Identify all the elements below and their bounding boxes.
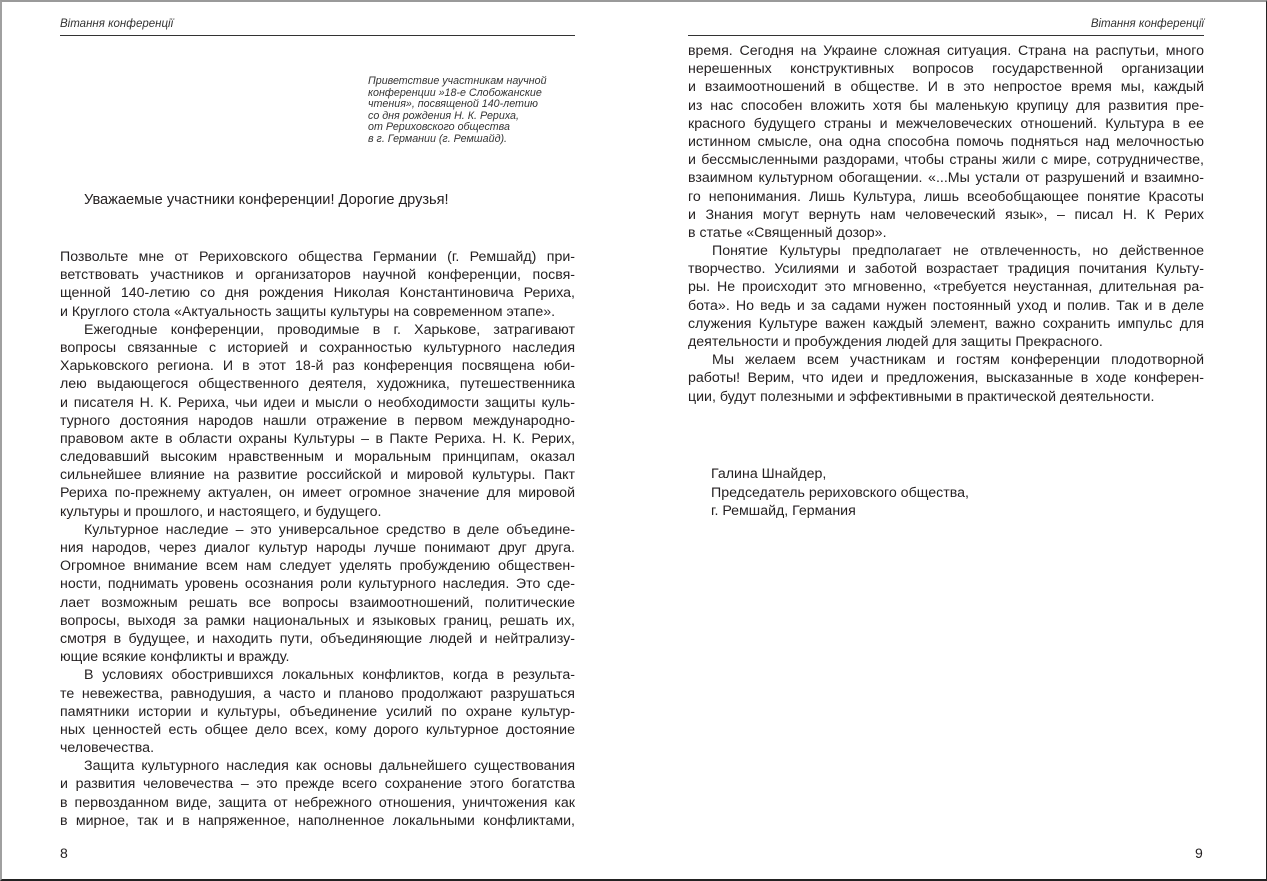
text-line: работы! Верим, что идеи и предложения, высказанные в ходе конферен- [688,370,1204,387]
text-line: и бессмысленными раздорами, чтобы страны жили с мире, сотрудничестве, [688,152,1204,169]
salutation: Уважаемые участники конференции! Дорогие друзья! [84,192,449,208]
epigraph-line: в г. Германии (г. Ремшайд). [368,132,507,145]
epigraph-line: конференции »18-е Слобожанские [368,86,542,99]
text-line: и развития человечества – это прежде всего сохранение этого богатства [60,776,575,793]
running-head-left: Вітання конференції [60,18,575,36]
text-line: творчество. Усилиями и заботой возрастает традиция почитания Культу- [688,261,1204,278]
text-line: Харьковского региона. И в этот 18-й раз конференция посвящена юби- [60,358,575,375]
text-line: истинном смысле, она одна способна помочь подняться над мелочностью [688,133,1204,150]
text-line: смотря в будущее, и находить пути, объединяющие людей и нейтрализу- [60,630,575,647]
body-text-right [688,42,1204,406]
text-line: турного достояния народов нашли отражение в первом международно- [60,412,575,429]
text-line: Ежегодные конференции, проводимые в г. Харькове, затрагивают [84,321,575,338]
text-line: и Знания могут вернуть нам человеческий язык», – писал Н. К Рерих [688,206,1204,223]
text-line: и Круглого стола «Актуальность защиты культуры на современном этапе». [60,303,556,320]
page-number-right: 9 [1195,845,1203,861]
epigraph-line: со дня рождения Н. К. Рериха, [368,109,519,122]
text-line: ности, поднимать уровень осознания роли культурного наследия. Это сде- [60,576,575,593]
text-line: ния народов, через диалог культур народы лучше понимают друг друга. [60,540,575,556]
text-line: Позвольте мне от Рериховского общества Германии (г. Ремшайд) при- [60,249,575,265]
text-line: служения Культуре важен каждый элемент, важно сохранить импульс для [688,315,1204,332]
text-line: Рериха по-прежнему актуален, он имеет огромное значение для мировой [60,485,575,502]
text-line: вопросы связанные с историей и сохранностью культурного наследия [60,339,575,356]
text-line: Мы желаем всем участникам и гостям конференции плодотворной [712,352,1204,369]
text-line: человечества. [60,740,155,757]
epigraph [368,76,568,146]
text-line: взаимном культурном обогащении. «...Мы устали от разрушений и взаимно- [688,170,1204,187]
text-line: Огромное внимание всем нам следует уделять пробуждению обществен- [60,558,575,575]
text-line: правовом акте в области охраны Культуры – в Пакте Рериха. Н. К. Рерих, [60,430,575,447]
text-line: ры. Не происходит это мгновенно, «требуется неустанная, длительная ра- [688,279,1204,296]
text-line: сильнейшее влияние на развитие российской и мировой культуры. Пакт [60,467,575,484]
text-line: нерешенных конструктивных вопросов государственной организации [688,61,1204,78]
text-line: ющие всякие конфликты и вражду. [60,649,290,666]
text-line: ции, будут полезными и эффективными в практической деятельности. [688,388,1155,405]
text-line: деятельности и пробуждения людей для защиты Прекрасного. [688,334,1103,350]
text-line: время. Сегодня на Украине сложная ситуация. Страна на распутьи, много [688,43,1204,59]
signature-location: г. Ремшайд, Германия [711,503,856,520]
page-number-left: 8 [60,845,68,861]
left-page [0,0,633,881]
text-line: лает возможным решать все вопросы взаимоотношений, политические [60,594,575,611]
text-line: культуры и прошлого, и настоящего, и будущего. [60,503,382,520]
text-line: го непонимания. Лишь Культура, лишь всеобобщающее понятие Красоты [688,188,1204,205]
text-line: щенной 140-летию со дня рождения Николая Константиновича Рериха, [60,285,575,302]
text-line: памятники истории и культуры, объединение усилий по охране культур- [60,703,575,720]
text-line: ных ценностей есть общее дело всех, кому дорого культурное достояние [60,721,575,738]
text-line: ветствовать участников и организаторов научной конференции, посвя- [60,267,575,284]
signature-title: Председатель рериховского общества, [711,484,969,501]
text-line: Понятие Культуры предполагает не отвлеченность, но действенное [712,243,1204,260]
text-line: лею выдающегося общественного деятеля, художника, путешественника [60,376,575,393]
text-line: Защита культурного наследия как основы дальнейшего существования [84,758,575,775]
signature-name: Галина Шнайдер, [711,466,827,482]
text-line: вопросы, выходя за рамки национальных и языковых границ, решать их, [60,612,575,629]
epigraph-line: чтения», посвященой 140-летию [368,98,538,111]
text-line: из нас способен вложить хотя бы маленькую крупицу для развития пре- [688,97,1204,114]
text-line: в мирное, так и в напряженное, наполненное локальными конфликтами, [60,812,575,829]
text-line: Культурное наследие – это универсальное средство в деле объедине- [84,521,575,538]
epigraph-line: Приветствие участникам научной [368,75,547,87]
text-line: красного будущего страны и межчеловеческих отношений. Культура в ее [688,115,1204,132]
signature-block [711,465,969,521]
epigraph-line: от Рериховского общества [368,121,510,134]
text-line: В условиях обострившихся локальных конфликтов, когда в результа- [84,667,575,684]
text-line: и взаимоотношений в обществе. И в это непростое время мы, каждый [688,79,1204,96]
text-line: следовавший высоким нравственным и моральным принципам, оказал [60,449,575,466]
text-line: в первозданном виде, защита от небрежного отношения, уничтожения как [60,794,575,811]
text-line: бота». Но ведь и за садами нужен постоянный уход и полив. Так и в деле [688,297,1204,314]
text-line: те невежества, равнодушия, а часто и планово продолжают разрушаться [60,685,575,702]
text-line: в статье «Священный дозор». [688,224,887,241]
right-page [633,0,1267,881]
body-text-left [60,248,575,830]
running-head-right: Вiтання конференції [688,18,1204,36]
text-line: и писателя Н. К. Рериха, чьи идеи и мысли о необходимости защиты куль- [60,394,575,411]
